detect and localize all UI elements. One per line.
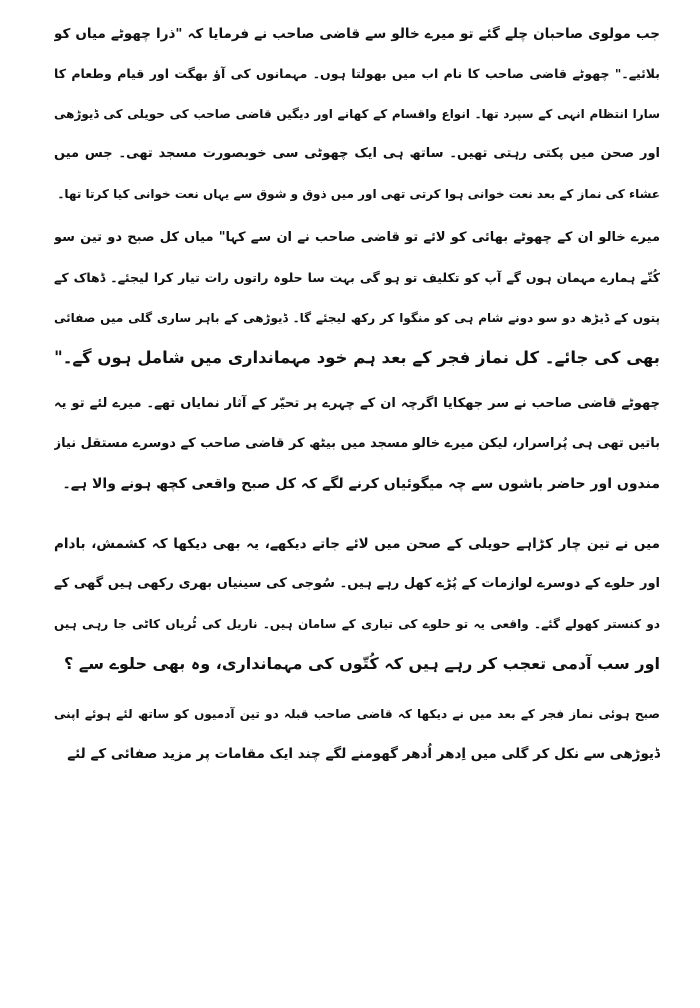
text-line: میرے خالو ان کے چھوٹے بھائی کو لائے تو قاضی صاحب نے ان سے کہا" میاں کل صبح دو تین سو: [54, 230, 660, 245]
text-line: بھی کی جائے۔ کل نماز فجر کے بعد ہم خود مہمانداری میں شامل ہوں گے۔": [54, 348, 660, 367]
text-line: اور حلوے کے دوسرے لوازمات کے پُڑے کھل رہے ہیں۔ سُوجی کی سینیاں بھری رکھی ہیں گھی کے: [54, 576, 660, 591]
text-line: اور سب آدمی تعجب کر رہے ہیں کہ کُتّوں کی مہمانداری، وہ بھی حلوے سے ؟: [63, 654, 660, 673]
paragraph-3: [54, 384, 660, 504]
text-line: پتوں کے ڈیڑھ دو سو دونے شام ہی کو منگوا کر رکھ لیجئے گا۔ ڈیوڑھی کے باہر ساری گلی میں صفائی: [54, 311, 660, 325]
text-line: ڈیوڑھی سے نکل کر گلی میں اِدھر اُدھر گھومنے لگے چند ایک مقامات پر مزید صفائی کے لئے: [67, 746, 660, 762]
paragraph-4: [54, 524, 660, 684]
text-line: جب مولوی صاحبان چلے گئے تو میرے خالو سے قاضی صاحب نے فرمایا کہ "ذرا چھوٹے میاں کو: [54, 26, 660, 42]
text-line: باتیں تھی ہی پُراسرار، لیکن میرے خالو مسجد میں بیٹھ کر قاضی صاحب کے دوسرے مستقل نیاز: [54, 436, 660, 451]
paragraph-2: [54, 218, 660, 378]
text-line: مندوں اور حاضر باشوں سے چہ میگوئیاں کرنے لگے کہ کل صبح واقعی کچھ ہونے والا ہے۔: [62, 476, 660, 492]
paragraph-5: [54, 694, 660, 774]
text-line: کُتّے ہمارے مہمان ہوں گے آپ کو تکلیف تو ہو گی بہت سا حلوہ راتوں رات تیار کرا لیجئے۔ ڈھاک کے: [54, 270, 660, 285]
paragraph-1: [54, 14, 660, 214]
text-line: عشاء کی نماز کے بعد نعت خوانی ہوا کرتی تھی اور میں ذوق و شوق سے یہاں نعت خوانی کیا کرتا تھا۔: [57, 187, 660, 201]
text-line: میں نے تین چار کڑاہے حویلی کے صحن میں لائے جاتے دیکھے، یہ بھی دیکھا کہ کشمش، بادام: [54, 536, 660, 552]
text-line: صبح ہوئی نماز فجر کے بعد میں نے دیکھا کہ قاضی صاحب قبلہ دو تین آدمیوں کو ساتھ لئے ہوئے اپنی: [54, 707, 660, 721]
text-line: بلائیے۔" چھوٹے قاضی صاحب کا نام اب میں بھولتا ہوں۔ مہمانوں کی آؤ بھگت اور قیام وطعام کا: [54, 66, 660, 81]
text-line: دو کنستر کھولے گئے۔ واقعی یہ تو حلوے کی تیاری کے سامان ہیں۔ ناریل کی ٹُریاں کاٹی جا رہی ہیں: [54, 617, 660, 631]
text-line: سارا انتظام انہی کے سپرد تھا۔ انواع واقسام کے کھانے اور دیگیں قاضی صاحب کی حویلی کی ڈیوڑھی: [54, 107, 660, 121]
text-line: اور صحن میں پکتی رہتی تھیں۔ ساتھ ہی ایک چھوٹی سی خوبصورت مسجد تھی۔ جس میں: [54, 146, 660, 161]
text-line: چھوٹے قاضی صاحب نے سر جھکایا اگرچہ ان کے چہرے پر تحیّر کے آثار نمایاں تھے۔ میرے لئے تو یہ: [54, 396, 660, 411]
